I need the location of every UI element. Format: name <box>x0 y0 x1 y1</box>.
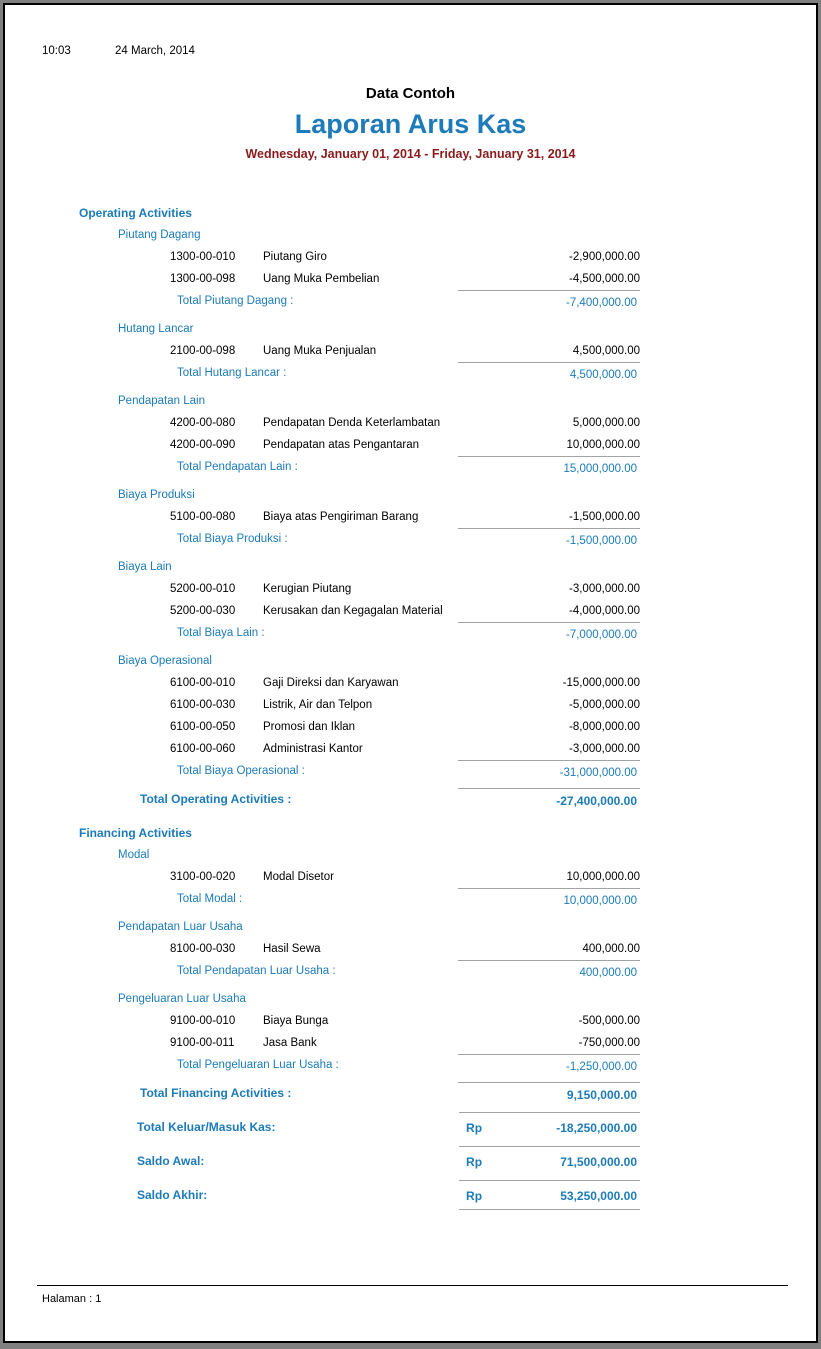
group-name: Modal <box>118 849 150 861</box>
currency-label: Rp <box>466 1155 483 1169</box>
account-amount: -8,000,000.00 <box>569 721 640 733</box>
account-code: 5200-00-010 <box>170 583 236 595</box>
group-total-amount: -7,400,000.00 <box>458 290 640 312</box>
account-name: Promosi dan Iklan <box>263 721 356 733</box>
group-total-row <box>177 290 640 312</box>
account-row <box>170 1010 640 1032</box>
account-row <box>170 578 640 600</box>
account-code: 6100-00-010 <box>170 677 236 689</box>
group-biaya-lain <box>79 556 649 644</box>
section-operating-activities <box>79 202 649 810</box>
group-piutang-dagang <box>79 224 649 312</box>
group-total-amount: -1,250,000.00 <box>458 1054 640 1076</box>
account-name: Gaji Direksi dan Karyawan <box>263 677 399 689</box>
group-total-label: Total Piutang Dagang : <box>177 295 294 307</box>
account-amount: 10,000,000.00 <box>566 439 640 451</box>
group-total-row <box>177 528 640 550</box>
account-row <box>170 716 640 738</box>
summary-row-saldo-akhir <box>137 1180 640 1210</box>
group-total-label: Total Biaya Operasional : <box>177 765 305 777</box>
account-amount: -4,000,000.00 <box>569 605 640 617</box>
account-row <box>170 672 640 694</box>
account-row <box>170 246 640 268</box>
account-name: Listrik, Air dan Telpon <box>263 699 373 711</box>
group-total-label: Total Pengeluaran Luar Usaha : <box>177 1059 339 1071</box>
account-amount: -3,000,000.00 <box>569 583 640 595</box>
group-name: Piutang Dagang <box>118 229 201 241</box>
section-total-amount: 9,150,000.00 <box>458 1082 640 1104</box>
section-total-amount: -27,400,000.00 <box>458 788 640 810</box>
account-name: Jasa Bank <box>263 1037 317 1049</box>
group-total-label: Total Modal : <box>177 893 243 905</box>
account-row <box>170 694 640 716</box>
account-amount: -5,000,000.00 <box>569 699 640 711</box>
company-name: Data Contoh <box>365 85 456 102</box>
summary-row-total-keluar-masuk-kas <box>137 1112 640 1146</box>
account-row <box>170 866 640 888</box>
group-total-amount: -7,000,000.00 <box>458 622 640 644</box>
group-name: Pendapatan Luar Usaha <box>118 921 243 933</box>
group-total-row <box>177 760 640 782</box>
group-total-label: Total Biaya Produksi : <box>177 533 288 545</box>
group-total-amount: 400,000.00 <box>458 960 640 982</box>
account-amount: -15,000,000.00 <box>562 677 640 689</box>
summary-amount: -18,250,000.00 <box>556 1121 637 1135</box>
group-name: Pendapatan Lain <box>118 395 205 407</box>
account-code: 1300-00-010 <box>170 251 236 263</box>
group-pengeluaran-luar-usaha <box>79 988 649 1076</box>
account-name: Modal Disetor <box>263 871 334 883</box>
group-total-label: Total Pendapatan Luar Usaha : <box>177 965 336 977</box>
account-code: 4200-00-090 <box>170 439 236 451</box>
account-code: 3100-00-020 <box>170 871 236 883</box>
summary-row-saldo-awal <box>137 1146 640 1180</box>
summary-amount: 71,500,000.00 <box>560 1155 637 1169</box>
currency-label: Rp <box>466 1121 483 1135</box>
account-amount: -2,900,000.00 <box>569 251 640 263</box>
account-name: Biaya Bunga <box>263 1015 329 1027</box>
account-amount: -3,000,000.00 <box>569 743 640 755</box>
account-name: Pendapatan Denda Keterlambatan <box>263 417 441 429</box>
account-amount: 4,500,000.00 <box>572 345 640 357</box>
summary-label: Saldo Awal: <box>137 1154 205 1168</box>
section-total-row <box>140 788 640 810</box>
account-row <box>170 1032 640 1054</box>
group-total-label: Total Pendapatan Lain : <box>177 461 298 473</box>
group-pendapatan-luar-usaha <box>79 916 649 982</box>
section-header: Operating Activities <box>79 206 192 220</box>
title-block <box>5 85 816 161</box>
account-code: 6100-00-060 <box>170 743 236 755</box>
account-code: 2100-00-098 <box>170 345 236 357</box>
group-hutang-lancar <box>79 318 649 384</box>
account-name: Biaya atas Pengiriman Barang <box>263 511 419 523</box>
group-total-amount: 4,500,000.00 <box>458 362 640 384</box>
account-name: Piutang Giro <box>263 251 327 263</box>
account-row <box>170 268 640 290</box>
account-amount: -1,500,000.00 <box>569 511 640 523</box>
section-total-label: Total Operating Activities : <box>140 792 292 806</box>
cash-flow-report <box>79 202 649 1210</box>
group-total-row <box>177 362 640 384</box>
account-code: 9100-00-010 <box>170 1015 236 1027</box>
account-name: Uang Muka Penjualan <box>263 345 377 357</box>
summary-block <box>137 1112 640 1210</box>
group-total-row <box>177 1054 640 1076</box>
group-biaya-produksi <box>79 484 649 550</box>
group-total-label: Total Hutang Lancar : <box>177 367 287 379</box>
section-total-row <box>140 1082 640 1104</box>
account-row <box>170 938 640 960</box>
account-name: Kerusakan dan Kegagalan Material <box>263 605 443 617</box>
group-total-amount: -1,500,000.00 <box>458 528 640 550</box>
group-total-row <box>177 456 640 478</box>
account-code: 5200-00-030 <box>170 605 236 617</box>
group-biaya-operasional <box>79 650 649 782</box>
account-name: Uang Muka Pembelian <box>263 273 380 285</box>
report-title: Laporan Arus Kas <box>294 109 527 139</box>
group-total-amount: 15,000,000.00 <box>458 456 640 478</box>
account-row <box>170 412 640 434</box>
group-total-row <box>177 622 640 644</box>
summary-amount-box <box>459 1146 640 1180</box>
summary-label: Saldo Akhir: <box>137 1188 208 1202</box>
group-modal <box>79 844 649 910</box>
account-code: 5100-00-080 <box>170 511 236 523</box>
group-pendapatan-lain <box>79 390 649 478</box>
account-amount: 5,000,000.00 <box>572 417 640 429</box>
group-name: Pengeluaran Luar Usaha <box>118 993 246 1005</box>
account-amount: -750,000.00 <box>578 1037 640 1049</box>
account-name: Administrasi Kantor <box>263 743 363 755</box>
group-total-label: Total Biaya Lain : <box>177 627 265 639</box>
account-amount: -500,000.00 <box>578 1015 640 1027</box>
group-total-row <box>177 888 640 910</box>
summary-label: Total Keluar/Masuk Kas: <box>137 1120 276 1134</box>
account-code: 4200-00-080 <box>170 417 236 429</box>
summary-amount-box <box>459 1112 640 1146</box>
account-name: Pendapatan atas Pengantaran <box>263 439 420 451</box>
group-name: Biaya Operasional <box>118 655 212 667</box>
account-code: 6100-00-050 <box>170 721 236 733</box>
report-page <box>3 3 818 1343</box>
account-name: Kerugian Piutang <box>263 583 352 595</box>
group-total-row <box>177 960 640 982</box>
group-name: Biaya Lain <box>118 561 172 573</box>
account-name: Hasil Sewa <box>263 943 321 955</box>
print-date: 24 March, 2014 <box>115 45 195 57</box>
account-amount: 10,000,000.00 <box>566 871 640 883</box>
account-code: 6100-00-030 <box>170 699 236 711</box>
group-name: Hutang Lancar <box>118 323 194 335</box>
page-number: Halaman : 1 <box>42 1293 102 1305</box>
account-row <box>170 340 640 362</box>
account-code: 1300-00-098 <box>170 273 236 285</box>
group-total-amount: 10,000,000.00 <box>458 888 640 910</box>
account-row <box>170 506 640 528</box>
account-row <box>170 738 640 760</box>
print-header <box>42 45 195 57</box>
section-total-label: Total Financing Activities : <box>140 1086 292 1100</box>
page-footer <box>37 1285 788 1305</box>
account-amount: 400,000.00 <box>582 943 640 955</box>
section-financing-activities <box>79 822 649 1104</box>
summary-amount-box <box>459 1180 640 1210</box>
group-name: Biaya Produksi <box>118 489 195 501</box>
summary-amount: 53,250,000.00 <box>560 1189 637 1203</box>
account-code: 8100-00-030 <box>170 943 236 955</box>
currency-label: Rp <box>466 1189 483 1203</box>
section-header: Financing Activities <box>79 826 192 840</box>
account-amount: -4,500,000.00 <box>569 273 640 285</box>
account-row <box>170 434 640 456</box>
group-total-amount: -31,000,000.00 <box>458 760 640 782</box>
print-time: 10:03 <box>42 45 71 57</box>
report-period: Wednesday, January 01, 2014 - Friday, January 31, 2014 <box>245 147 576 161</box>
account-row <box>170 600 640 622</box>
account-code: 9100-00-011 <box>170 1037 235 1049</box>
